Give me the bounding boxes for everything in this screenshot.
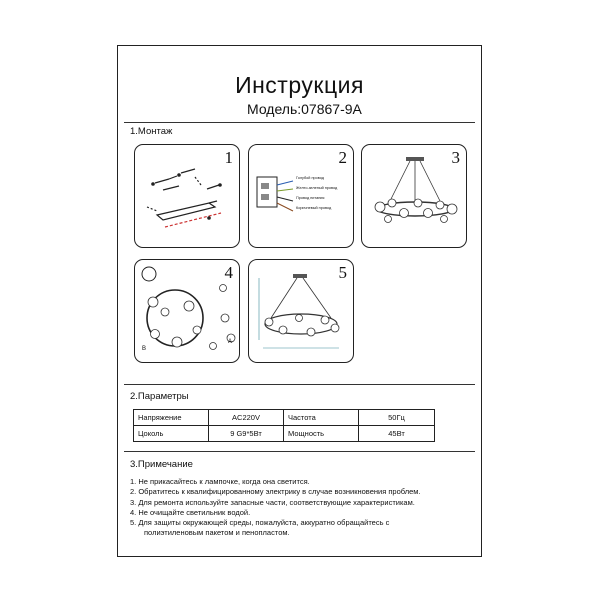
param-label-socket: Цоколь bbox=[134, 426, 209, 442]
montage-step-3 bbox=[361, 144, 467, 248]
wire-label-blue: Голубой провод bbox=[296, 176, 324, 180]
param-value-power: 45Вт bbox=[359, 426, 435, 442]
montage-step-4 bbox=[134, 259, 240, 363]
param-label-frequency: Частота bbox=[284, 410, 359, 426]
wire-label-yellow-green: Желто-зеленый провод bbox=[296, 186, 338, 190]
notes-list bbox=[130, 477, 421, 539]
step-number: 3 bbox=[451, 148, 460, 167]
param-value-frequency: 50Гц bbox=[359, 410, 435, 426]
section-montage-heading: 1.Монтаж bbox=[130, 126, 173, 137]
param-value-voltage: AC220V bbox=[209, 410, 284, 426]
step-number: 2 bbox=[338, 148, 347, 167]
list-item: полиэтиленовым пакетом и пенопластом. bbox=[144, 528, 290, 538]
step-number: 5 bbox=[338, 263, 347, 282]
montage-step-1 bbox=[134, 144, 240, 248]
wire-label-power: Провод питания bbox=[296, 196, 325, 200]
part-label-b: B bbox=[142, 346, 147, 352]
list-item: 5. Для защиты окружающей среды, пожалуйста, аккуратно обращайтесь с bbox=[130, 518, 390, 528]
parameters-table bbox=[133, 409, 435, 442]
list-item: 3. Для ремонта используйте запасные части, соответствующие характеристикам. bbox=[130, 497, 415, 507]
list-item: 1. Не прикасайтесь к лампочке, когда она светится. bbox=[130, 477, 310, 486]
divider bbox=[124, 384, 475, 385]
divider bbox=[124, 122, 475, 123]
divider bbox=[124, 451, 475, 452]
instruction-sheet bbox=[117, 45, 482, 557]
table-row bbox=[134, 410, 435, 426]
montage-step-5 bbox=[248, 259, 354, 363]
list-item: 4. Не очищайте светильник водой. bbox=[130, 507, 251, 517]
section-params-heading: 2.Параметры bbox=[130, 391, 189, 402]
page-title: Инструкция bbox=[235, 72, 364, 98]
montage-step-2 bbox=[248, 144, 354, 248]
step-number: 4 bbox=[224, 263, 233, 282]
wire-labels bbox=[296, 176, 337, 210]
wire-label-brown: Коричневый провод bbox=[296, 206, 332, 210]
param-label-power: Мощность bbox=[284, 426, 359, 442]
section-notes-heading: 3.Примечание bbox=[130, 459, 193, 470]
model-number: Модель:07867-9A bbox=[247, 101, 362, 117]
table-row bbox=[134, 426, 435, 442]
param-value-socket: 9 G9*5Вт bbox=[209, 426, 284, 442]
part-label-a: A bbox=[228, 339, 233, 345]
param-label-voltage: Напряжение bbox=[134, 410, 209, 426]
step-number: 1 bbox=[224, 148, 233, 167]
list-item: 2. Обратитесь к квалифицированному электрику в случае возникновения проблем. bbox=[130, 487, 421, 497]
